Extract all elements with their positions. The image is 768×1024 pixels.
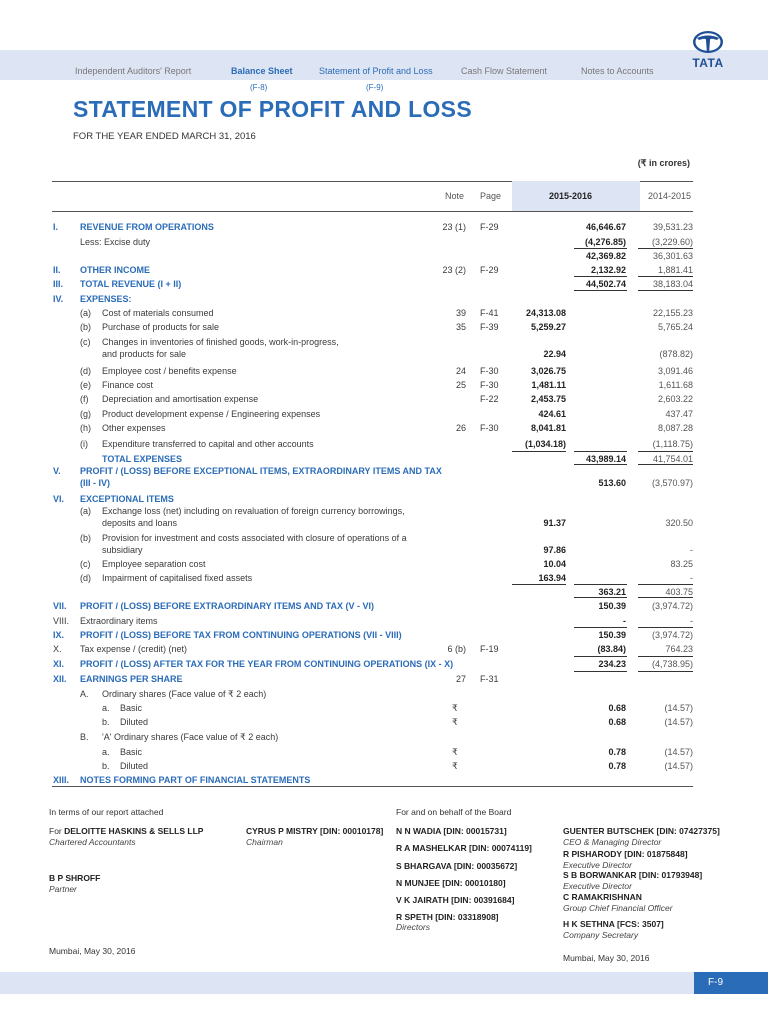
current-year-amount: 0.68 — [608, 717, 626, 727]
row-label: Basic — [120, 703, 143, 713]
previous-year-amount: 403.75 — [665, 587, 693, 597]
current-year-amount: 234.23 — [598, 659, 626, 669]
table-row — [0, 321, 768, 335]
sub-item-marker: b. — [102, 717, 110, 727]
previous-year-amount: 320.50 — [665, 518, 693, 528]
sub-item-marker: (a) — [80, 308, 91, 318]
subtotal-rule — [574, 290, 627, 291]
row-label-continued: subsidiary — [102, 545, 143, 555]
subtotal-rule — [638, 248, 693, 249]
subtotal-rule — [574, 248, 627, 249]
row-label: TOTAL EXPENSES — [102, 454, 183, 464]
row-label: EXPENSES: — [80, 294, 132, 304]
table-row — [0, 673, 768, 687]
table-row — [0, 688, 768, 702]
table-row — [0, 629, 768, 643]
table-row — [0, 760, 768, 774]
subtotal-rule — [638, 464, 693, 465]
currency-units: (₹ in crores) — [637, 158, 690, 168]
board-place-date: Mumbai, May 30, 2016 — [563, 953, 650, 963]
inner-amount: 8,041.81 — [530, 423, 566, 433]
current-year-amount: (83.84) — [597, 644, 626, 654]
current-year-amount: 150.39 — [598, 601, 626, 611]
row-label: Provision for investment and costs associated with closure of operations of a — [102, 533, 407, 543]
chairman-role: Chairman — [246, 837, 283, 847]
current-year-amount: 150.39 — [598, 630, 626, 640]
page-ref: F-19 — [480, 644, 499, 654]
executive-role: Executive Director — [563, 860, 632, 870]
inner-amount: 424.61 — [538, 409, 566, 419]
previous-year-amount: 22,155.23 — [652, 308, 693, 318]
row-label-continued: deposits and loans — [102, 518, 178, 528]
subtotal-rule — [638, 627, 693, 628]
executive-name: S B BORWANKAR [DIN: 01793948] — [563, 870, 703, 880]
table-row — [0, 532, 768, 558]
nav-notes-to-accounts[interactable]: Notes to Accounts — [581, 66, 654, 76]
row-number: X. — [53, 644, 62, 654]
note-ref: 26 — [455, 423, 466, 433]
previous-year-amount: 41,754.01 — [652, 454, 693, 464]
director-name: V K JAIRATH [DIN: 00391684] — [396, 895, 515, 905]
subtotal-rule — [574, 451, 627, 452]
director-name: R A MASHELKAR [DIN: 00074119] — [396, 843, 532, 853]
previous-year-amount: (1,118.75) — [652, 439, 693, 449]
board-heading: For and on behalf of the Board — [396, 807, 512, 817]
row-label: 'A' Ordinary shares (Face value of ₹ 2 each) — [102, 732, 279, 742]
row-label: Extraordinary items — [80, 616, 158, 626]
inner-amount: 24,313.08 — [525, 308, 566, 318]
row-number: III. — [53, 279, 64, 289]
row-number: IX. — [53, 630, 65, 640]
subtotal-rule — [574, 276, 627, 277]
previous-year-amount: 437.47 — [665, 409, 693, 419]
inner-amount: 1,481.11 — [531, 380, 566, 390]
page-ref: F-41 — [480, 308, 499, 318]
previous-year-amount: (4,738.95) — [651, 659, 693, 669]
row-label: Less: Excise duty — [80, 237, 151, 247]
auditor-place-date: Mumbai, May 30, 2016 — [49, 946, 136, 956]
directors-role: Directors — [396, 922, 431, 932]
table-bottom-rule — [52, 786, 693, 787]
executive-role: Company Secretary — [563, 930, 639, 940]
nav-cash-flow-statement[interactable]: Cash Flow Statement — [461, 66, 548, 76]
table-row — [0, 600, 768, 614]
previous-year-amount: (3,570.97) — [651, 478, 693, 488]
col-header-current-year: 2015-2016 — [549, 191, 593, 201]
previous-year-amount: 1,881.41 — [657, 265, 693, 275]
nav-independent-auditors-report[interactable]: Independent Auditors' Report — [75, 66, 192, 76]
table-row — [0, 365, 768, 379]
row-label: PROFIT / (LOSS) AFTER TAX FOR THE YEAR FROM CONTINUING OPERATIONS (IX - X) — [80, 659, 454, 669]
inner-amount: 5,259.27 — [530, 322, 566, 332]
previous-year-amount: 38,183.04 — [652, 279, 693, 289]
sub-item-marker: (b) — [80, 322, 91, 332]
previous-year-amount: - — [690, 573, 693, 583]
footer-report-note: In terms of our report attached — [49, 807, 164, 817]
subtotal-rule — [638, 656, 693, 657]
current-year-amount: (4,276.85) — [584, 237, 626, 247]
page-subtitle: FOR THE YEAR ENDED MARCH 31, 2016 — [73, 131, 256, 142]
inner-amount: 2,453.75 — [530, 394, 566, 404]
previous-year-amount: (3,974.72) — [651, 601, 693, 611]
row-label: Finance cost — [102, 380, 154, 390]
sub-item-marker: a. — [102, 747, 110, 757]
director-name: N MUNJEE [DIN: 00010180] — [396, 878, 506, 888]
row-label: REVENUE FROM OPERATIONS — [80, 222, 214, 232]
current-year-amount: 0.78 — [608, 761, 626, 771]
row-label: OTHER INCOME — [80, 265, 151, 275]
table-row — [0, 293, 768, 307]
row-number: IV. — [53, 294, 64, 304]
subtotal-rule — [638, 597, 693, 598]
row-label: Employee separation cost — [102, 559, 206, 569]
table-row — [0, 408, 768, 422]
executive-name: C RAMAKRISHNAN — [563, 892, 642, 902]
row-label: Diluted — [120, 717, 149, 727]
executive-name: GUENTER BUTSCHEK [DIN: 07427375] — [563, 826, 720, 836]
auditor-for-prefix: For — [49, 826, 62, 836]
current-year-amount: 363.21 — [598, 587, 626, 597]
row-number: I. — [53, 222, 59, 232]
rupee-symbol: ₹ — [452, 747, 458, 757]
sub-item-marker: A. — [80, 689, 89, 699]
row-label: Purchase of products for sale — [102, 322, 220, 332]
inner-amount: 3,026.75 — [530, 366, 566, 376]
row-label: EARNINGS PER SHARE — [80, 674, 183, 684]
row-number: XI. — [53, 659, 65, 669]
current-year-amount: 2,132.92 — [590, 265, 626, 275]
current-year-amount: 0.78 — [608, 747, 626, 757]
row-label: Ordinary shares (Face value of ₹ 2 each) — [102, 689, 267, 699]
row-label: Product development expense / Engineering expenses — [102, 409, 321, 419]
current-year-amount: 0.68 — [608, 703, 626, 713]
row-label: Impairment of capitalised fixed assets — [102, 573, 253, 583]
previous-year-amount: 764.23 — [665, 644, 693, 654]
partner-name: B P SHROFF — [49, 873, 101, 883]
table-row — [0, 558, 768, 572]
note-ref: 39 — [455, 308, 466, 318]
nav-balance-sheet-page: (F-8) — [250, 83, 268, 92]
previous-year-amount: (878.82) — [659, 349, 693, 359]
subtotal-rule — [574, 597, 627, 598]
row-label: TOTAL REVENUE (I + II) — [80, 279, 182, 289]
subtotal-rule — [574, 464, 627, 465]
previous-year-amount: (3,229.60) — [651, 237, 693, 247]
row-number: VIII. — [53, 616, 70, 626]
row-label: PROFIT / (LOSS) BEFORE TAX FROM CONTINUING OPERATIONS (VII - VIII) — [80, 630, 402, 640]
subtotal-rule — [638, 290, 693, 291]
table-row — [0, 307, 768, 321]
page-ref: F-39 — [480, 322, 499, 332]
sub-item-marker: (c) — [80, 337, 91, 347]
row-label-continued: and products for sale — [102, 349, 187, 359]
director-name: R SPETH [DIN: 03318908] — [396, 912, 499, 922]
page-ref: F-31 — [480, 674, 499, 684]
row-number: XII. — [53, 674, 67, 684]
previous-year-amount: 83.25 — [670, 559, 693, 569]
sub-item-marker: (b) — [80, 533, 91, 543]
col-header-page: Page — [480, 191, 502, 201]
table-row — [0, 746, 768, 760]
note-ref: 35 — [455, 322, 466, 332]
row-number: II. — [53, 265, 61, 275]
page-ref: F-30 — [480, 366, 499, 376]
nav-statement-label[interactable]: Statement of Profit and Loss — [319, 66, 433, 76]
table-row — [0, 438, 768, 452]
chairman-name: CYRUS P MISTRY [DIN: 00010178] — [246, 826, 384, 836]
sub-item-marker: (g) — [80, 409, 91, 419]
bottom-bar — [0, 972, 768, 994]
table-row — [0, 505, 768, 531]
note-ref: 27 — [455, 674, 466, 684]
table-row — [0, 336, 768, 362]
col-header-note: Note — [445, 191, 465, 201]
sub-item-marker: (e) — [80, 380, 91, 390]
auditor-firm-role: Chartered Accountants — [49, 837, 136, 847]
tata-emblem-icon — [692, 30, 724, 54]
table-row — [0, 731, 768, 745]
director-name: S BHARGAVA [DIN: 00035672] — [396, 861, 518, 871]
row-number: V. — [53, 466, 61, 476]
sub-item-marker: b. — [102, 761, 110, 771]
row-label: Changes in inventories of finished goods, work-in-progress, — [102, 337, 339, 347]
current-year-amount: 43,989.14 — [585, 454, 626, 464]
previous-year-amount: (14.57) — [664, 717, 693, 727]
executive-name: R PISHARODY [DIN: 01875848] — [563, 849, 688, 859]
previous-year-amount: 36,301.63 — [652, 251, 693, 261]
executive-role: CEO & Managing Director — [563, 837, 662, 847]
logo-wordmark: TATA — [692, 56, 724, 70]
table-row — [0, 716, 768, 730]
previous-year-amount: 39,531.23 — [652, 222, 693, 232]
table-header-rule — [52, 211, 693, 212]
current-year-amount: 513.60 — [598, 478, 626, 488]
row-number: VI. — [53, 494, 65, 504]
sub-item-marker: a. — [102, 703, 110, 713]
executive-name: H K SETHNA [FCS: 3507] — [563, 919, 664, 929]
table-row — [0, 393, 768, 407]
row-label-continued: (III - IV) — [80, 478, 110, 488]
row-label: Other expenses — [102, 423, 166, 433]
sub-item-marker: (h) — [80, 423, 91, 433]
current-year-amount: 44,502.74 — [585, 279, 626, 289]
director-name: N N WADIA [DIN: 00015731] — [396, 826, 507, 836]
row-label: Tax expense / (credit) (net) — [80, 644, 188, 654]
sub-item-marker: (a) — [80, 506, 91, 516]
row-label: PROFIT / (LOSS) BEFORE EXCEPTIONAL ITEMS, EXTRAORDINARY ITEMS AND TAX — [80, 466, 442, 476]
page-ref: F-30 — [480, 380, 499, 390]
row-label: Cost of materials consumed — [102, 308, 214, 318]
previous-year-amount: 2,603.22 — [657, 394, 693, 404]
rupee-symbol: ₹ — [452, 703, 458, 713]
table-row — [0, 658, 768, 672]
nav-balance-sheet[interactable] — [231, 66, 293, 76]
previous-year-amount: 1,611.68 — [658, 380, 693, 390]
executive-role: Executive Director — [563, 881, 632, 891]
inner-amount: 91.37 — [543, 518, 566, 528]
sub-item-marker: (d) — [80, 366, 91, 376]
current-year-amount: 46,646.67 — [585, 222, 626, 232]
note-ref: 25 — [455, 380, 466, 390]
table-row — [0, 465, 768, 491]
page-ref: F-29 — [480, 222, 499, 232]
subtotal-rule — [574, 671, 627, 672]
subtotal-rule — [512, 584, 566, 585]
inner-amount: (1,034.18) — [524, 439, 566, 449]
executive-role: Group Chief Financial Officer — [563, 903, 673, 913]
rupee-symbol: ₹ — [452, 761, 458, 771]
table-row — [0, 221, 768, 235]
previous-year-amount: (14.57) — [664, 761, 693, 771]
subtotal-rule — [512, 451, 566, 452]
subtotal-rule — [574, 584, 627, 585]
table-row — [0, 702, 768, 716]
sub-item-marker: (d) — [80, 573, 91, 583]
subtotal-rule — [574, 627, 627, 628]
page-ref: F-30 — [480, 423, 499, 433]
subtotal-rule — [638, 451, 693, 452]
subtotal-rule — [638, 671, 693, 672]
row-number: VII. — [53, 601, 67, 611]
table-row — [0, 643, 768, 657]
rupee-symbol: ₹ — [452, 717, 458, 727]
table-row — [0, 250, 768, 264]
subtotal-rule — [638, 584, 693, 585]
current-year-amount: 42,369.82 — [585, 251, 626, 261]
row-label: Basic — [120, 747, 143, 757]
row-label: PROFIT / (LOSS) BEFORE EXTRAORDINARY ITEMS AND TAX (V - VI) — [80, 601, 375, 611]
inner-amount: 10.04 — [543, 559, 566, 569]
sub-item-marker: (c) — [80, 559, 91, 569]
page-ref: F-29 — [480, 265, 499, 275]
table-row — [0, 422, 768, 436]
col-header-previous-year: 2014-2015 — [648, 191, 692, 201]
auditor-firm — [49, 826, 203, 837]
row-label: Diluted — [120, 761, 149, 771]
row-label: Depreciation and amortisation expense — [102, 394, 259, 404]
row-label: NOTES FORMING PART OF FINANCIAL STATEMENTS — [80, 775, 311, 785]
note-ref: 24 — [455, 366, 466, 376]
inner-amount: 163.94 — [538, 573, 566, 583]
previous-year-amount: 8,087.28 — [657, 423, 693, 433]
note-ref: 23 (1) — [442, 222, 466, 232]
previous-year-amount: (14.57) — [664, 747, 693, 757]
nav-statement-of-profit-and-loss[interactable] — [319, 66, 433, 76]
sub-item-marker: (i) — [80, 439, 88, 449]
previous-year-amount: (14.57) — [664, 703, 693, 713]
previous-year-amount: (3,974.72) — [651, 630, 693, 640]
page-title: STATEMENT OF PROFIT AND LOSS — [73, 96, 472, 122]
previous-year-amount: 5,765.24 — [657, 322, 693, 332]
page-number-tab: F-9 — [694, 972, 768, 994]
sub-item-marker: (f) — [80, 394, 89, 404]
row-label: Exchange loss (net) including on revaluation of foreign currency borrowings, — [102, 506, 405, 516]
nav-balance-sheet-label[interactable]: Balance Sheet — [231, 66, 293, 76]
row-number: XIII. — [53, 775, 70, 785]
page-ref: F-22 — [480, 394, 499, 404]
subtotal-rule — [638, 276, 693, 277]
table-row — [0, 379, 768, 393]
inner-amount: 97.86 — [543, 545, 566, 555]
row-label: EXCEPTIONAL ITEMS — [80, 494, 174, 504]
sub-item-marker: B. — [80, 732, 89, 742]
subtotal-rule — [574, 656, 627, 657]
current-year-amount: - — [623, 616, 626, 626]
auditor-firm-name: DELOITTE HASKINS & SELLS LLP — [64, 826, 204, 836]
inner-amount: 22.94 — [543, 349, 566, 359]
note-ref: 23 (2) — [442, 265, 466, 275]
note-ref: 6 (b) — [447, 644, 466, 654]
partner-role: Partner — [49, 884, 77, 894]
row-label: Employee cost / benefits expense — [102, 366, 237, 376]
previous-year-amount: - — [690, 545, 693, 555]
previous-year-amount: 3,091.46 — [657, 366, 693, 376]
previous-year-amount: - — [690, 616, 693, 626]
row-label: Expenditure transferred to capital and other accounts — [102, 439, 314, 449]
nav-statement-page: (F-9) — [366, 83, 384, 92]
tata-logo — [680, 30, 736, 70]
